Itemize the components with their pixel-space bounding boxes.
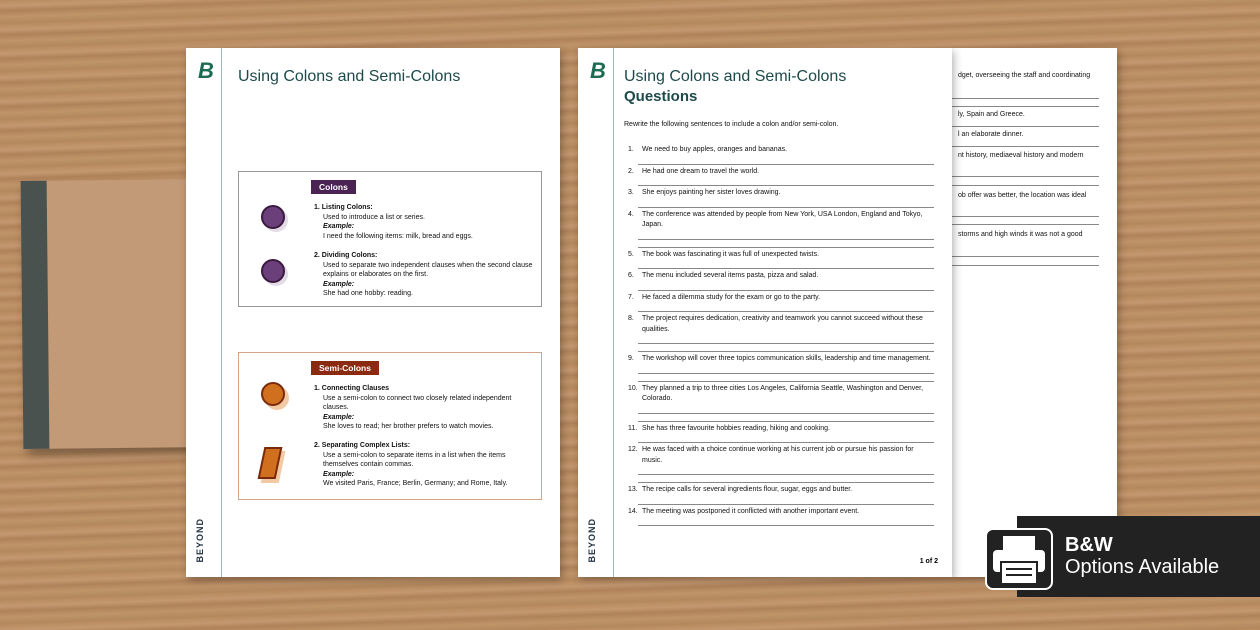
answer-line[interactable] bbox=[638, 474, 934, 475]
colon-rule-2: 2. Dividing Colons: Used to separate two independent clauses when the second clause explains or elaborates on the first. Example: She had one hobby: reading. bbox=[314, 252, 533, 297]
brand-label: BEYOND bbox=[195, 518, 205, 563]
semicolon-rule-1: 1. Connecting Clauses Use a semi-colon to connect two closely related independent clauses. Example: She loves to read; her brother prefers to watch movies. bbox=[314, 385, 512, 430]
answer-line[interactable] bbox=[638, 290, 934, 291]
instruction: Rewrite the following sentences to include a colon and/or semi-colon. bbox=[624, 121, 839, 128]
colon-rule-1: 1. Listing Colons: Used to introduce a list or series. Example: I need the following items: milk, bread and eggs. bbox=[314, 204, 473, 240]
question-fragment: storms and high winds it was not a good bbox=[958, 231, 1083, 238]
colon-dot-icon bbox=[261, 205, 285, 229]
question-number: 14. bbox=[628, 507, 638, 515]
colons-box bbox=[238, 171, 542, 307]
answer-line[interactable] bbox=[638, 504, 934, 505]
semicolons-tag: Semi-Colons bbox=[311, 361, 379, 375]
answer-line[interactable] bbox=[638, 482, 934, 483]
question-text: She has three favourite hobbies reading, hiking and cooking. bbox=[642, 424, 830, 432]
question-text: They planned a trip to three cities Los Angeles, California Seattle, Washington and Denver, Colorado. bbox=[642, 384, 924, 402]
question-text: The book was fascinating it was full of unexpected twists. bbox=[642, 250, 820, 258]
question-fragment: l an elaborate dinner. bbox=[958, 131, 1024, 138]
colon-dot-icon bbox=[261, 259, 285, 283]
question-number: 8. bbox=[628, 315, 634, 322]
question-text: She enjoys painting her sister loves drawing. bbox=[642, 189, 781, 196]
colons-tag: Colons bbox=[311, 180, 356, 194]
badge-subtitle: Options Available bbox=[1065, 556, 1220, 578]
question-number: 1. bbox=[628, 146, 634, 153]
answer-line[interactable] bbox=[638, 164, 934, 165]
semicolons-box bbox=[238, 352, 542, 500]
question-item bbox=[628, 507, 934, 518]
brand-label: BEYOND bbox=[587, 518, 597, 563]
question-number: 6. bbox=[628, 272, 634, 279]
question-number: 10. bbox=[628, 384, 638, 392]
question-number: 7. bbox=[628, 293, 634, 301]
answer-line[interactable] bbox=[638, 525, 934, 526]
question-item bbox=[628, 314, 934, 335]
question-item bbox=[628, 293, 934, 304]
brand-logo: B bbox=[198, 58, 214, 83]
bw-options-badge[interactable] bbox=[1017, 516, 1260, 597]
answer-line[interactable] bbox=[638, 207, 934, 208]
margin-line bbox=[221, 48, 222, 577]
question-item bbox=[628, 384, 934, 405]
margin-line bbox=[613, 48, 614, 577]
question-item bbox=[628, 188, 934, 199]
question-item bbox=[628, 167, 934, 178]
question-item bbox=[628, 145, 934, 156]
semicolon-dot-icon bbox=[261, 382, 285, 406]
answer-line[interactable] bbox=[638, 247, 934, 248]
question-text: He had one dream to travel the world. bbox=[642, 167, 760, 175]
question-text: The recipe calls for several ingredients flour, sugar, eggs and butter. bbox=[642, 486, 853, 493]
answer-line[interactable] bbox=[638, 421, 934, 422]
sheet-title: Using Colons and Semi-Colons bbox=[238, 68, 461, 85]
answer-line[interactable] bbox=[638, 413, 934, 414]
question-fragment: ob offer was better, the location was ideal bbox=[958, 192, 1087, 199]
question-item bbox=[628, 271, 934, 282]
question-text: He faced a dilemma study for the exam or go to the party. bbox=[642, 293, 821, 301]
question-sheet bbox=[578, 48, 952, 577]
question-item bbox=[628, 445, 934, 466]
brand-logo: B bbox=[590, 58, 606, 83]
printer-icon bbox=[985, 528, 1053, 590]
question-number: 2. bbox=[628, 167, 634, 175]
question-number: 13. bbox=[628, 486, 638, 493]
question-item bbox=[628, 210, 934, 231]
question-text: The project requires dedication, creativity and teamwork you cannot succeed without these qualities. bbox=[642, 315, 923, 333]
question-number: 3. bbox=[628, 189, 634, 196]
answer-line[interactable] bbox=[638, 268, 934, 269]
question-text: The menu included several items pasta, pizza and salad. bbox=[642, 272, 819, 279]
question-item bbox=[628, 485, 934, 496]
question-number: 4. bbox=[628, 210, 634, 218]
question-item bbox=[628, 354, 934, 365]
question-number: 5. bbox=[628, 250, 634, 258]
answer-line[interactable] bbox=[638, 343, 934, 344]
question-text: He was faced with a choice continue working at his current job or pursue his passion for music. bbox=[642, 446, 914, 464]
sheet-title: Using Colons and Semi-Colons bbox=[624, 68, 847, 85]
question-item bbox=[628, 250, 934, 261]
question-number: 11. bbox=[628, 424, 638, 432]
question-sheet-page-2 bbox=[952, 48, 1117, 577]
question-text: The meeting was postponed it conflicted with another important event. bbox=[642, 507, 860, 515]
answer-line[interactable] bbox=[638, 373, 934, 374]
answer-line[interactable] bbox=[638, 442, 934, 443]
answer-line[interactable] bbox=[638, 185, 934, 186]
question-number: 12. bbox=[628, 446, 638, 453]
question-text: The workshop will cover three topics communication skills, leadership and time management. bbox=[642, 355, 931, 362]
answer-line[interactable] bbox=[638, 311, 934, 312]
sheet-subtitle: Questions bbox=[624, 88, 698, 105]
notebook-spine bbox=[21, 181, 50, 449]
question-fragment: ly, Spain and Greece. bbox=[958, 111, 1025, 118]
info-sheet bbox=[186, 48, 560, 577]
question-text: We need to buy apples, oranges and bananas. bbox=[642, 146, 788, 153]
question-fragment: dget, overseeing the staff and coordinating bbox=[958, 72, 1091, 79]
badge-title: B&W bbox=[1065, 534, 1113, 556]
semicolon-rule-2: 2. Separating Complex Lists: Use a semi-colon to separate items in a list when the items themselves contain commas. Example: We visited Paris, France; Berlin, Germany; and Rome, Italy. bbox=[314, 442, 508, 487]
question-text: The conference was attended by people from New York, USA London, England and Tokyo, Japan. bbox=[642, 210, 923, 228]
answer-line[interactable] bbox=[638, 351, 934, 352]
question-fragment: nt history, mediaeval history and modern bbox=[958, 152, 1084, 159]
answer-line[interactable] bbox=[638, 381, 934, 382]
page-number: 1 of 2 bbox=[919, 558, 938, 565]
question-list bbox=[624, 121, 934, 528]
answer-line[interactable] bbox=[638, 239, 934, 240]
question-number: 9. bbox=[628, 355, 634, 362]
semicolon-comma-icon bbox=[258, 447, 283, 479]
question-item bbox=[628, 424, 934, 435]
